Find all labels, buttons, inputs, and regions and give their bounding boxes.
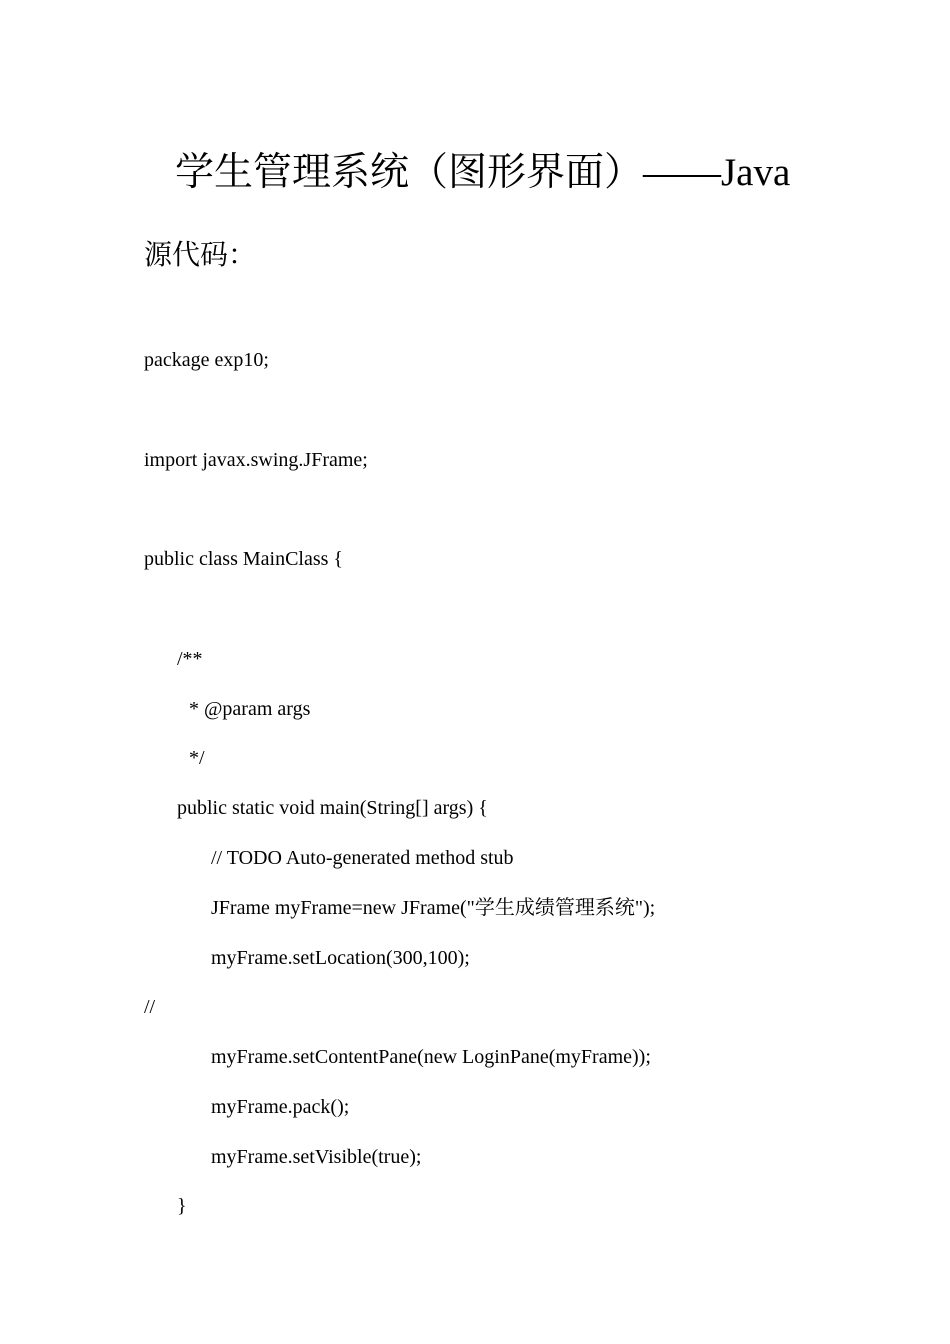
code-line-comment-open: /** [177, 648, 203, 670]
code-line-set-location: myFrame.setLocation(300,100); [211, 947, 470, 969]
document-title: 学生管理系统（图形界面）——Java [175, 151, 791, 194]
code-line-param-comment: * @param args [189, 698, 311, 720]
code-line-import: import javax.swing.JFrame; [144, 449, 368, 471]
code-line-package: package exp10; [144, 349, 269, 371]
code-line-frame-create: JFrame myFrame=new JFrame("学生成绩管理系统"); [211, 897, 656, 919]
section-label: 源代码： [144, 240, 257, 271]
code-line-set-content-pane: myFrame.setContentPane(new LoginPane(myFrame)); [211, 1046, 651, 1068]
code-line-set-visible: myFrame.setVisible(true); [211, 1146, 422, 1168]
code-line-pack: myFrame.pack(); [211, 1096, 350, 1118]
code-line-line-comment: // [144, 996, 156, 1018]
code-line-todo-comment: // TODO Auto-generated method stub [211, 847, 514, 869]
code-line-class-declaration: public class MainClass { [144, 548, 344, 570]
code-line-closing-brace: } [177, 1195, 187, 1217]
code-line-main-method: public static void main(String[] args) { [177, 797, 488, 819]
code-line-comment-close: */ [189, 747, 205, 769]
